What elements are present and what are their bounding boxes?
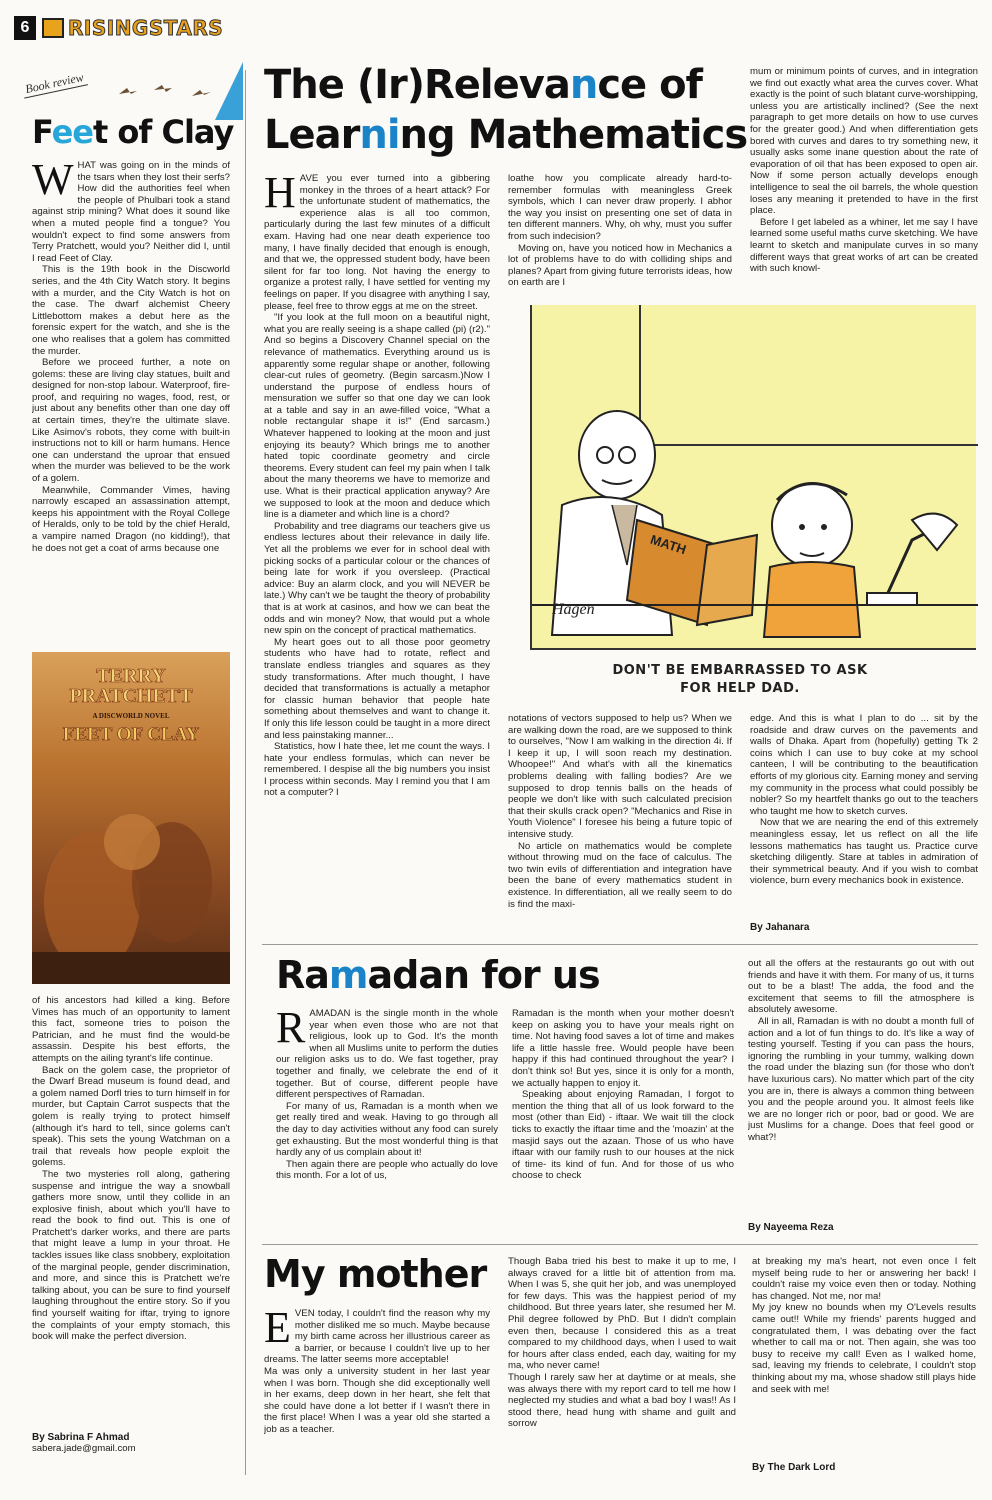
book-review-body: W HAT was going on in the minds of the tsars when they lost their serfs? How did the authorities feel when the people of Phulbari took a stand against strip mining? What does it sound like when a muted people find a tongue? You wouldn't expect to find some answers from Terry Pratchett, would you? Neither did I, until I read Feet of Clay. This is the 19th book in the Discworld series, and the 4th City Watch story. It begins with a murder, and the City Watch is hot on the case. The dwarf alchemist Cheery Littlebottom makes a debut here as the forensic expert for the watch, and she is the one who realises that a golem has committed the murder. Before we proceed further, a note on golems: these are living clay statues, built and designed for non-stop labour. Waterproof, fire-proof, and requiring no wages, food, rest, or just about any benefits other than one day off at certain times, they're the ultimate slave. Like Asimov's robots, they come with built-in instructions not to kill or harm humans. Hence one can understand the uproar that ensued when the murder was believed to be the work of a golem. Meanwhile, Commander Vimes, having narrowly escaped an assassination attempt, keeps his appointment with the Royal College of Heralds, only to be told by the chief Herald, a vampire named Dragon (no kidding!), that he does not get a coat of arms because one <box>32 160 230 554</box>
ramadan-title: Ramadan for us <box>276 953 600 997</box>
math-title: The (Ir)Relevance of Learning Mathematics <box>264 62 748 158</box>
ramadan-col3: out all the offers at the restaurants go out with out friends and have it with them. For many of us, it turns out to be a blast! The adda, the food and the excitement that seems to fill the atmosphere is absolutely awesome. All in all, Ramadan is with no doubt a month full of action and a lot of fun things to do. It's like a way of testing yourself. Testing if you can pass the hours, ignoring the rumbling in your tummy, walking down the road under the blazing sun (for those who don't have luxurious cars). No matter which part of the city you are in, there is always a common thing between you and the people around you. It almost feels like we are no longer rich or poor, bad or good. We are just Muslims for a change. Does that feel good or what?! <box>748 958 974 1143</box>
book-cover-image <box>32 652 230 984</box>
mother-byline: By The Dark Lord <box>752 1462 836 1473</box>
masthead <box>14 16 254 42</box>
cover-author: TERRY PRATCHETT <box>69 665 193 707</box>
book-review-byline: By Sabrina F Ahmad sabera.jade@gmail.com <box>32 1432 136 1454</box>
math-col2-top: loathe how you complicate already hard-to-remember formulas with meaningless Greek symbols, which I can never draw properly. I abhor the way you insist on presenting one set of data in ten different manners. Why, oh why, must you suffer from such indecision? Moving on, have you noticed how in Mechanics a lot of problems have to do with colliding ships and planes? Apart from giving future terrorists ideas, how on earth are I <box>508 173 732 289</box>
dropcap: R <box>276 1008 306 1052</box>
book-review-header <box>18 62 243 120</box>
column-divider <box>245 70 246 1475</box>
book-review-kicker: Book review <box>21 69 88 98</box>
section-logo: RISINGSTARS <box>68 16 224 40</box>
logo-star-icon <box>42 18 64 38</box>
mother-col3: at breaking my ma's heart, not even once I felt myself being rude to her or answering her back! I couldn't raise my voice even then or today. Nothing has changed. Not me, nor ma! My joy knew no bounds when my O'Levels results came out!! While my friends' parents hugged and congratulated them, I was debating over the fact whether to call ma or not. Then again, she was too busy to receive my call! Even as I walked home, sad, leaving my friends to celebrate, I couldn't stop thinking about my ma, whose shadow still plays hide and seek with me! <box>752 1256 976 1395</box>
dropcap: W <box>32 160 74 204</box>
cartoon-book-label: MATH <box>648 531 689 558</box>
math-byline: By Jahanara <box>750 922 810 933</box>
ramadan-col1: R AMADAN is the single month in the whole year when even those who are not that religious, look up to God. It's the month when all Muslims unite to perform the duties our religion asks us to do. We fast together, pray together and finally, we celebrate the end of it together. But of course, different people have different perspectives of Ramadan. For many of us, Ramadan is a month when we get really tired and weak. Having to go through all the day to day activities without any food can surely get exhausting. But the most wonderful thing is that hardly any of us complain about it! Then again there are people who actually do love this month. For a lot of us, <box>276 1008 498 1182</box>
mother-col1: E VEN today, I couldn't find the reason why my mother disliked me so much. Maybe because my birth came across her illustrious career as a barrier, or because I couldn't live up to her dreams. The latter seems more acceptable! Ma was only a university student in her last year when I was born. Though she did exceptionally well in her exams, deep down in her heart, she felt that she could have done a lot better if I wasn't there in the first place! When I was a year old she started a job as a teacher. <box>264 1308 490 1435</box>
decorative-bats-icon <box>114 80 224 104</box>
cover-series: A DISCWORLD NOVEL <box>92 712 170 720</box>
cartoon-illustration <box>530 305 976 650</box>
cover-title: FEET OF CLAY <box>62 724 200 745</box>
math-col1: H AVE you ever turned into a gibbering monkey in the throes of a heart attack? For the unfortunate student of mathematics, the experience alas is all too common, particularly during the last few minutes of a difficult exam. Having had one near death experience too many, I have finally decided that enough is enough, and that we, the oppressed student body, have been silent for far too long. Not having the energy to organize a protest rally, I have settled for venting my feelings on paper. If you disagree with anything I say, please, feel free to throw eggs at me on the street. "If you look at the full moon on a beautiful night, what you are really seeing is a shape called (pi) (r2)." And so begins a Discovery Channel special on the relevance of mathematics. Everything around us is apparently some regular shape or another, following clear-cut rules of geometry. (Begin sarcasm.)Now I understand the purpose of endless hours of mensuration we suffer so that one day we can look at a table and say in an awe-filled voice, "What a noble rectangular shape it is!" (End sarcasm.) Whatever happened to looking at the moon and just enjoying its beauty? Which brings me to another hated topic coordinate geometry and circle theorems. Every student can feel my pain when I talk about the many theorems we have to memorize and use. What is their practical application anyway? Are we supposed to look at the moon and deduce which line is a diameter and which line is a chord? Probability and tree diagrams our teachers give us endless lectures about their relevance in daily life. Yet all the problems we ever for in school deal with picking socks of a particular colour or the chances of being late for work if you oversleep. (Practical advice: Buy an alarm clock, and you will NEVER be late.) Why can't we be taught the theory of probability that is at work at casinos, and how we can beat the odds and win money? Now, that would put a whole new spin on the concept of practical mathematics. My heart goes out to all those poor geometry students who have had to rotate, reflect and translate endless triangles and squares as they study transformations. After much thought, I have decided that transformations is actually a metaphor for classic human behavior that people hate something about themselves and want to change it. If only this life lesson could be taught in a more direct and less painstaking manner... Statistics, how I hate thee, let me count the ways. I hate your endless formulas, which can never be remembered. I despise all the big numbers you insist I process within seconds. May I remind you that I am not a computer? I <box>264 173 490 799</box>
dropcap: H <box>264 173 296 217</box>
mother-title: My mother <box>264 1252 487 1296</box>
ramadan-col2: Ramadan is the month when your mother doesn't keep on asking you to have your meals right on time. Not having food saves a lot of time and makes life a little hassle free. Would people have been happy if this had continued throughout the year? I don't think so! But yes, since it is only for a month, we actually happen to enjoy it. Speaking about enjoying Ramadan, I forgot to mention the thing that all of us look forward to the most (other than Eid) - iftaar. We wait till the clock ticks to exactly the iftaar time and the 'moazin' at the masjid says out the azaan. Those of us who have iftaar with our family rush to our houses at the nick of time- its kind of fun. And for those of us who choose to check <box>512 1008 734 1182</box>
math-col3-top: mum or minimum points of curves, and in integration we find out exactly what area the curves cover. What exactly is the point of such blatant curve-worshipping, unless you are artistically inclined? (See the next paragraph to get more details on how to use curves for the greater good.) And when differentiation gets bored with curves and dares to try something new, it usually asks some inane question about the rate of evaporation of oil that has been exposed to open air. Now if some person actually develops enough intelligence to seal the oil barrels, the whole question loses any meaning it pretended to have in the first place. Before I get labeled as a whiner, let me say I have learned some useful maths curve sketching. We have learnt to sketch and manipulate curves in so many different ways that great works of art can be created with such knowl- <box>750 66 978 275</box>
mother-col2: Though Baba tried his best to make it up to me, I always craved for a little bit of attention from ma. When I was 5, she quit her job, and was unemployed for few days. This was the happiest period of my childhood. But three years later, she resumed her M. Phil degree followed by PhD. But I didn't complain even then, because I considered this as a treat compared to my childhood days, when I used to wait for hours after class ended, each day, waiting for my ma, who never came! Though I rarely saw her at daytime or at meals, she was always there with my report card to tell me how I neglected my studies and what a bad boy I was!! As I stood there, head hung with shame and guilt and sorrow <box>508 1256 736 1430</box>
page-number: 6 <box>14 16 36 40</box>
ramadan-byline: By Nayeema Reza <box>748 1222 834 1233</box>
math-col2-bottom: notations of vectors supposed to help us? When we are walking down the road, are we supposed to think to ourselves, "Now I am walking in the direction 4i. If I keep it up, I will soon reach my destination. Whoopee!" And what's with all the kinematics problems dealing with falling bodies? Are we supposed to drop tennis balls on the heads of people we don't like with such calculated precision that their skulls crack open? "Mechanics and Rise in Youth Violence" I foresee his being a future topic of intensive study. No article on mathematics would be complete without throwing mud on the face of calculus. The two twin evils of differentiation and integration have been the bane of every mathematics student in existence. In differentiation, all we really seem to do is find the maxi- <box>508 713 732 910</box>
book-review-title: Feet of Clay <box>32 113 234 151</box>
cartoon-signature: Hagen <box>552 601 595 618</box>
book-review-body-cont: of his ancestors had killed a king. Before Vimes has much of an opportunity to lament this fact, someone tries to poison the Patrician, and he must find the would-be assassin. Despite his best efforts, the attempts on the ailing tyrant's life continue. Back on the golem case, the proprietor of the Dwarf Bread museum is found dead, and a golem named Dorfl tries to turn himself in for murder, but Captain Carrot suspects that the golem is really trying to protect himself (although it's hard to tell, since golems can't speak). This sets the young Watchman on a trail that reveals how people exploit the golems. The two mysteries roll along, gathering suspense and intrigue the way a snowball gathers more snow, until they collide in an explosive finish, about which you'll have to read the book to find out. This is one of Pratchett's darker works, and there are parts that might leave a lump in your throat. He tackles issues like class snobbery, exploitation of the marginal people, gender discrimination, and more, and since this is Pratchett we're talking about, you can be sure to find yourself laughing throughout the entire story. So if you find yourself waiting for iftar, trying to ignore the complaints of your empty stomach, this book will make the perfect diversion. <box>32 995 230 1343</box>
math-col3-bottom: edge. And this is what I plan to do ... sit by the roadside and draw curves on the pavements and walls of Dhaka. Apart from (hopefully) getting Tk 2 coins which I can use to buy coke at my school canteen, I will be contributing to the beautification efforts of my glorious city. Earning money and serving my community in the process what could possibly be nobler? So my heartfelt thanks go out to the teachers who taught me how to sketch curves. Now that we are nearing the end of this extremely meaningless essay, let us reflect on all the life lessons mathematics has taught us. Practice curve sketching diligently. Stare at tables in admiration of their symmetrical beauty. And if you wish to combat violence, burn every mechanics book in existence. <box>750 713 978 887</box>
section-divider <box>262 944 978 945</box>
dropcap: E <box>264 1308 291 1352</box>
section-divider <box>262 1244 978 1245</box>
cartoon-caption: DON'T BE EMBARRASSED TO ASK FOR HELP DAD. <box>612 663 868 696</box>
